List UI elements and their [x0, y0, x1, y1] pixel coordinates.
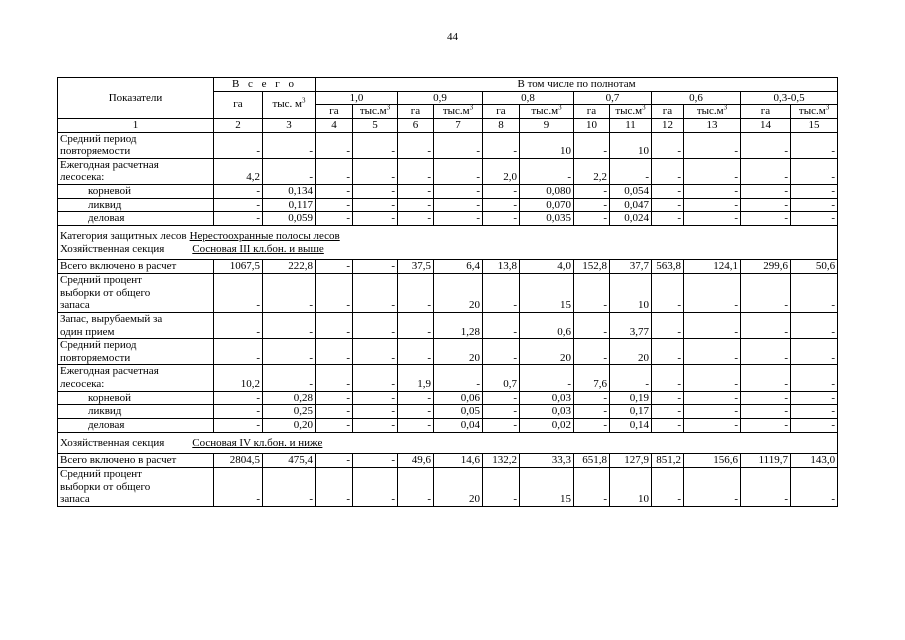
table-cell: - — [483, 273, 520, 312]
table-cell: - — [483, 419, 520, 433]
table-cell: - — [483, 185, 520, 199]
table-cell: - — [652, 158, 684, 184]
table-cell: - — [483, 198, 520, 212]
section-row — [58, 432, 838, 454]
table-cell: - — [684, 312, 741, 338]
table-cell: 2,0 — [483, 158, 520, 184]
table-cell: 10 — [610, 467, 652, 506]
table-cell: - — [398, 405, 434, 419]
table-cell: - — [791, 405, 838, 419]
table-cell: - — [398, 312, 434, 338]
table-cell: - — [263, 273, 316, 312]
table-cell: 7,6 — [574, 365, 610, 391]
header-v-tom-chisle: В том числе по полнотам — [316, 78, 838, 92]
column-number: 10 — [574, 118, 610, 132]
table-cell: - — [263, 339, 316, 365]
table-cell: - — [652, 132, 684, 158]
table-cell: 651,8 — [574, 454, 610, 468]
table-cell: - — [684, 467, 741, 506]
row-label: Средний период повторяемости — [58, 339, 214, 365]
table-cell: 1067,5 — [214, 260, 263, 274]
table-cell: 33,3 — [520, 454, 574, 468]
column-number: 5 — [353, 118, 398, 132]
table-cell: - — [652, 273, 684, 312]
table-cell: - — [791, 185, 838, 199]
table-cell: 0,04 — [434, 419, 483, 433]
table-cell: - — [791, 391, 838, 405]
table-cell: - — [791, 273, 838, 312]
table-cell: - — [741, 198, 791, 212]
table-cell: - — [214, 419, 263, 433]
table-cell: - — [684, 391, 741, 405]
table-cell: 0,25 — [263, 405, 316, 419]
table-cell: 6,4 — [434, 260, 483, 274]
table-cell: - — [316, 339, 353, 365]
table-cell: 299,6 — [741, 260, 791, 274]
table-cell: 0,059 — [263, 212, 316, 226]
table-row — [58, 185, 838, 199]
table-cell: - — [316, 419, 353, 433]
table-cell: - — [316, 185, 353, 199]
table-cell: - — [353, 260, 398, 274]
table-cell: 563,8 — [652, 260, 684, 274]
table-cell: - — [652, 339, 684, 365]
header-density: 0,9 — [398, 91, 483, 105]
table-cell: - — [574, 339, 610, 365]
column-number: 3 — [263, 118, 316, 132]
table-cell: - — [610, 158, 652, 184]
table-row — [58, 365, 838, 391]
table-cell: - — [214, 212, 263, 226]
table-cell: 1,9 — [398, 365, 434, 391]
column-number: 15 — [791, 118, 838, 132]
table-cell: 50,6 — [791, 260, 838, 274]
table-cell: - — [316, 365, 353, 391]
table-cell: - — [684, 185, 741, 199]
table-cell: - — [214, 273, 263, 312]
table-cell: - — [741, 467, 791, 506]
table-cell: - — [398, 467, 434, 506]
table-cell: 15 — [520, 467, 574, 506]
table-cell: - — [791, 339, 838, 365]
table-cell: - — [398, 132, 434, 158]
table-cell: - — [483, 132, 520, 158]
table-cell: 20 — [610, 339, 652, 365]
table-cell: - — [610, 365, 652, 391]
category-label: Категория защитных лесов — [60, 230, 187, 243]
section-label: Хозяйственная секция — [60, 242, 165, 255]
table-cell: - — [434, 185, 483, 199]
table-cell: - — [353, 419, 398, 433]
table-cell: 0,05 — [434, 405, 483, 419]
table-row — [58, 419, 838, 433]
table-cell: - — [483, 391, 520, 405]
header-unit-tys-m3: $тыс.м^3$ — [434, 105, 483, 119]
table-cell: 37,5 — [398, 260, 434, 274]
table-row — [58, 312, 838, 338]
table-cell: - — [684, 158, 741, 184]
header-unit-tys-m3: $тыс.м^3$ — [353, 105, 398, 119]
column-number: 11 — [610, 118, 652, 132]
row-label: Всего включено в расчет — [58, 454, 214, 468]
table-cell: - — [316, 132, 353, 158]
table-row — [58, 467, 838, 506]
header-tys-m3: тыс. $м^3$ — [263, 91, 316, 118]
table-cell: 37,7 — [610, 260, 652, 274]
table-cell: - — [214, 391, 263, 405]
table-cell: 0,047 — [610, 198, 652, 212]
section-row — [58, 226, 838, 260]
table-cell: 1119,7 — [741, 454, 791, 468]
table-cell: - — [684, 339, 741, 365]
table-cell: - — [791, 467, 838, 506]
table-cell: - — [574, 405, 610, 419]
column-number: 13 — [684, 118, 741, 132]
table-cell: - — [316, 312, 353, 338]
section-value: Сосновая III кл.бон. и выше — [192, 242, 324, 255]
table-cell: - — [574, 198, 610, 212]
table-cell: - — [652, 212, 684, 226]
table-cell: - — [214, 405, 263, 419]
table-cell: - — [353, 185, 398, 199]
column-number: 9 — [520, 118, 574, 132]
table-cell: - — [483, 312, 520, 338]
table-row — [58, 260, 838, 274]
header-density: 0,8 — [483, 91, 574, 105]
header-unit-ga: га — [398, 105, 434, 119]
header-density: 0,3-0,5 — [741, 91, 838, 105]
table-cell: - — [398, 273, 434, 312]
table-cell: - — [214, 198, 263, 212]
table-cell: 127,9 — [610, 454, 652, 468]
table-cell: - — [791, 132, 838, 158]
table-cell: - — [398, 212, 434, 226]
row-label: деловая — [58, 212, 214, 226]
table-cell: 0,17 — [610, 405, 652, 419]
table-cell: 13,8 — [483, 260, 520, 274]
row-label: ликвид — [58, 198, 214, 212]
table-cell: - — [353, 132, 398, 158]
table-row — [58, 454, 838, 468]
header-density: 0,7 — [574, 91, 652, 105]
table-cell: 4,0 — [520, 260, 574, 274]
table-cell: - — [214, 467, 263, 506]
table-cell: 20 — [434, 273, 483, 312]
table-cell: 10 — [520, 132, 574, 158]
table-cell: 152,8 — [574, 260, 610, 274]
table-row — [58, 405, 838, 419]
row-label: Ежегодная расчетная лесосека: — [58, 365, 214, 391]
column-number: 2 — [214, 118, 263, 132]
table-cell: 10 — [610, 273, 652, 312]
table-cell: - — [316, 454, 353, 468]
table-cell: 0,054 — [610, 185, 652, 199]
table-cell: - — [684, 198, 741, 212]
table-cell: - — [434, 158, 483, 184]
row-label: корневой — [58, 185, 214, 199]
header-row-1 — [58, 78, 838, 92]
table-cell: 15 — [520, 273, 574, 312]
column-numbers-row — [58, 118, 838, 132]
table-cell: - — [353, 365, 398, 391]
page-number: 44 — [447, 31, 458, 43]
table-cell: 20 — [520, 339, 574, 365]
table-cell: - — [741, 132, 791, 158]
table-cell: - — [574, 273, 610, 312]
table-cell: 143,0 — [791, 454, 838, 468]
section-label: Хозяйственная секция — [60, 436, 165, 449]
table-cell: 0,28 — [263, 391, 316, 405]
table-cell: - — [574, 185, 610, 199]
table-cell: 222,8 — [263, 260, 316, 274]
table-cell: - — [483, 405, 520, 419]
table-cell: - — [574, 391, 610, 405]
table-cell: - — [214, 132, 263, 158]
table-cell: 0,7 — [483, 365, 520, 391]
section-value: Сосновая IV кл.бон. и ниже — [192, 436, 323, 449]
header-unit-tys-m3: $тыс.м^3$ — [684, 105, 741, 119]
table-cell: - — [652, 365, 684, 391]
table-cell: - — [263, 312, 316, 338]
column-number: 1 — [58, 118, 214, 132]
table-cell: 0,03 — [520, 405, 574, 419]
header-unit-tys-m3: $тыс.м^3$ — [520, 105, 574, 119]
header-unit-ga: га — [652, 105, 684, 119]
row-label: Всего включено в расчет — [58, 260, 214, 274]
table-cell: - — [741, 212, 791, 226]
table-cell: - — [652, 198, 684, 212]
table-cell: - — [353, 467, 398, 506]
table-cell: - — [684, 419, 741, 433]
table-cell: - — [398, 391, 434, 405]
row-label: ликвид — [58, 405, 214, 419]
table-cell: 0,14 — [610, 419, 652, 433]
table-cell: - — [652, 391, 684, 405]
table-cell: - — [316, 260, 353, 274]
table-cell: - — [263, 158, 316, 184]
table-cell: - — [316, 212, 353, 226]
table-cell: - — [353, 391, 398, 405]
table-cell: - — [316, 273, 353, 312]
table-cell: - — [741, 405, 791, 419]
table-cell: - — [741, 312, 791, 338]
table-cell: 0,035 — [520, 212, 574, 226]
section-header — [58, 226, 838, 260]
table-cell: - — [214, 339, 263, 365]
column-number: 6 — [398, 118, 434, 132]
table-cell: - — [791, 158, 838, 184]
table-cell: - — [791, 198, 838, 212]
table-cell: 3,77 — [610, 312, 652, 338]
table-cell: - — [398, 339, 434, 365]
table-cell: - — [520, 365, 574, 391]
table-cell: - — [353, 198, 398, 212]
column-number: 7 — [434, 118, 483, 132]
table-cell: 0,134 — [263, 185, 316, 199]
table-cell: 0,080 — [520, 185, 574, 199]
table-row — [58, 273, 838, 312]
category-value: Нерестоохранные полосы лесов — [189, 230, 340, 243]
table-cell: - — [483, 339, 520, 365]
table-cell: - — [434, 132, 483, 158]
row-label: Средний период повторяемости — [58, 132, 214, 158]
table-cell: - — [214, 312, 263, 338]
header-pokazateli: Показатели — [58, 78, 214, 119]
table-cell: - — [791, 365, 838, 391]
table-cell: 20 — [434, 467, 483, 506]
header-unit-tys-m3: $тыс.м^3$ — [610, 105, 652, 119]
table-cell: 0,03 — [520, 391, 574, 405]
header-unit-ga: га — [483, 105, 520, 119]
column-number: 12 — [652, 118, 684, 132]
table-cell: - — [791, 419, 838, 433]
table-cell: - — [684, 132, 741, 158]
table-row — [58, 212, 838, 226]
table-cell: 851,2 — [652, 454, 684, 468]
row-label: Средний процент выборки от общего запаса — [58, 467, 214, 506]
row-label: Ежегодная расчетная лесосека: — [58, 158, 214, 184]
table-cell: - — [741, 419, 791, 433]
table-cell: - — [434, 198, 483, 212]
section-header — [58, 432, 838, 454]
table-cell: 20 — [434, 339, 483, 365]
column-number: 4 — [316, 118, 353, 132]
column-number: 8 — [483, 118, 520, 132]
table-cell: 0,20 — [263, 419, 316, 433]
table-cell: 49,6 — [398, 454, 434, 468]
table-cell: - — [684, 212, 741, 226]
table-cell: 0,024 — [610, 212, 652, 226]
header-density: 0,6 — [652, 91, 741, 105]
table-cell: 0,070 — [520, 198, 574, 212]
header-unit-ga: га — [316, 105, 353, 119]
table-cell: - — [741, 365, 791, 391]
header-ga: га — [214, 91, 263, 118]
table-row — [58, 132, 838, 158]
row-label: деловая — [58, 419, 214, 433]
table-cell: - — [316, 467, 353, 506]
table-cell: - — [741, 158, 791, 184]
table-row — [58, 198, 838, 212]
table-cell: - — [483, 212, 520, 226]
table-cell: 14,6 — [434, 454, 483, 468]
table-cell: - — [652, 185, 684, 199]
table-cell: - — [520, 158, 574, 184]
row-label: Средний процент выборки от общего запаса — [58, 273, 214, 312]
table-cell: - — [263, 132, 316, 158]
table-cell: 2,2 — [574, 158, 610, 184]
table-cell: 0,19 — [610, 391, 652, 405]
table-cell: 475,4 — [263, 454, 316, 468]
row-label: корневой — [58, 391, 214, 405]
table-cell: 4,2 — [214, 158, 263, 184]
table-cell: 0,06 — [434, 391, 483, 405]
table-cell: - — [684, 273, 741, 312]
table-cell: - — [316, 198, 353, 212]
table-cell: - — [316, 158, 353, 184]
table-row — [58, 391, 838, 405]
table-cell: 132,2 — [483, 454, 520, 468]
table-cell: - — [434, 365, 483, 391]
header-unit-ga: га — [574, 105, 610, 119]
table-cell: 2804,5 — [214, 454, 263, 468]
table-cell: 0,6 — [520, 312, 574, 338]
table-cell: - — [398, 419, 434, 433]
table-cell: - — [353, 158, 398, 184]
table-cell: - — [791, 212, 838, 226]
header-density: 1,0 — [316, 91, 398, 105]
table-cell: - — [316, 391, 353, 405]
table-cell: - — [741, 185, 791, 199]
table-cell: - — [741, 273, 791, 312]
table-cell: 10,2 — [214, 365, 263, 391]
table-cell: - — [353, 339, 398, 365]
table-cell: - — [398, 198, 434, 212]
table-cell: - — [741, 391, 791, 405]
table-cell: - — [652, 312, 684, 338]
table-cell: - — [652, 467, 684, 506]
header-vsego: В с е г о — [214, 78, 316, 92]
table-cell: - — [434, 212, 483, 226]
table-cell: - — [353, 454, 398, 468]
table-cell: - — [684, 405, 741, 419]
table-cell: 10 — [610, 132, 652, 158]
table-cell: - — [398, 185, 434, 199]
table-cell: - — [483, 467, 520, 506]
table-cell: - — [652, 419, 684, 433]
table-cell: - — [316, 405, 353, 419]
table-cell: - — [263, 467, 316, 506]
table-cell: 0,02 — [520, 419, 574, 433]
table-cell: - — [353, 212, 398, 226]
table-row — [58, 339, 838, 365]
table-cell: - — [353, 312, 398, 338]
table-cell: 1,28 — [434, 312, 483, 338]
table-cell: - — [398, 158, 434, 184]
table-cell: - — [574, 212, 610, 226]
header-unit-tys-m3: $тыс.м^3$ — [791, 105, 838, 119]
table-cell: 0,117 — [263, 198, 316, 212]
table-cell: - — [574, 467, 610, 506]
table-cell: - — [353, 405, 398, 419]
header-unit-ga: га — [741, 105, 791, 119]
table-cell: 124,1 — [684, 260, 741, 274]
calculation-table — [57, 77, 838, 507]
table-cell: - — [263, 365, 316, 391]
table-cell: - — [684, 365, 741, 391]
table-cell: - — [574, 312, 610, 338]
table-cell: - — [652, 405, 684, 419]
table-row — [58, 158, 838, 184]
table-cell: - — [214, 185, 263, 199]
row-label: Запас, вырубаемый за один прием — [58, 312, 214, 338]
table-cell: - — [741, 339, 791, 365]
table-cell: - — [574, 132, 610, 158]
table-cell: - — [353, 273, 398, 312]
table-cell: 156,6 — [684, 454, 741, 468]
table-cell: - — [791, 312, 838, 338]
column-number: 14 — [741, 118, 791, 132]
table-cell: - — [574, 419, 610, 433]
